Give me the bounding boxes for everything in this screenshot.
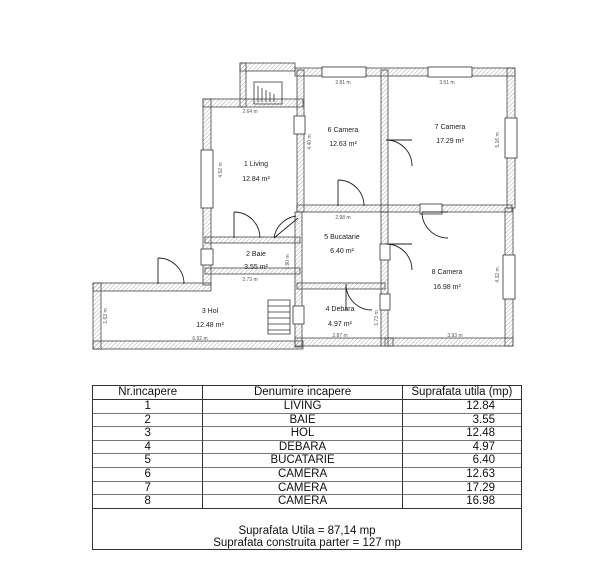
table-row [93,440,522,454]
door [386,140,412,166]
wall-living-top [203,99,303,107]
room-name: BUCATARIE [203,454,402,468]
dimension-label: 3.93 m [447,333,463,339]
table-row [93,427,522,441]
wall-debara-bottom [295,338,393,346]
room-number: 7 [93,481,203,495]
room-labels [196,124,465,329]
room-number: 5 [93,454,203,468]
dimension-label: 2.98 m [335,215,351,221]
room-area-camera7: 17.29 m² [436,138,464,145]
dimension-label: 2.64 m [242,109,258,115]
room-area-debara: 4.97 m² [328,321,352,328]
column-header: Suprafata utila (mp) [402,386,521,400]
wall-mid-horizontal [297,205,512,212]
window [322,67,366,77]
dimension-label: 2.87 m [332,333,348,339]
room-number: 2 [93,413,203,427]
room-area: 12.63 [402,467,521,481]
room-area-camera8: 16.98 m² [433,284,461,291]
window [380,294,390,310]
room-name-bucatarie: 5 Bucatarie [324,234,360,241]
room-area: 4.97 [402,440,521,454]
table-row [93,454,522,468]
dimension-label: 1.63 m [103,308,109,324]
room-name-living: 1 Living [243,161,269,168]
wall-hol-bottom [93,341,303,349]
room-area: 12.84 [402,400,521,414]
window [420,204,442,214]
window [293,306,304,324]
dimension-label: 2.73 m [242,277,258,283]
dimension-label: 6.92 m [192,336,208,342]
room-name: BAIE [203,413,402,427]
door [338,180,364,206]
wall-hol-top [93,283,211,291]
room-number: 1 [93,400,203,414]
room-area-camera6: 12.63 m² [329,141,357,148]
table-row [93,413,522,427]
dimension-label: 2.81 m [335,80,351,86]
dimension-label: 4.52 m [218,162,224,178]
column-header: Denumire incapere [203,386,402,400]
dimension-label: 5.16 m [495,132,501,148]
table-row [93,495,522,509]
table-row [93,481,522,495]
room-number: 8 [93,495,203,509]
room-name-hol: 3 Hol [201,308,219,315]
room-name: DEBARA [203,440,402,454]
room-name-camera8: 8 Camera [431,269,463,276]
room-name: LIVING [203,400,402,414]
room-name-camera7: 7 Camera [434,124,466,131]
dimension-label: 1.73 m [374,310,380,326]
room-area: 16.98 [402,495,521,509]
room-name-baie: 2 Baie [246,251,266,258]
room-area: 17.29 [402,481,521,495]
room-area: 6.40 [402,454,521,468]
wall-camera6-camera7 [381,70,388,212]
dimension-label: 1.90 m [285,254,291,270]
wall-hol-left [93,283,101,349]
wall-bucatarie-debara [297,283,385,289]
room-name: CAMERA [203,467,402,481]
wall-bottom-right [385,338,513,346]
room-area: 12.48 [402,427,521,441]
room-name-debara: 4 Debara [325,306,355,313]
window [201,249,213,265]
total-row [93,537,522,550]
room-name: CAMERA [203,481,402,495]
total-constructed-area: Suprafata construita parter = 127 mp [93,537,522,550]
room-name: CAMERA [203,495,402,509]
room-name-camera6: 6 Camera [327,127,359,134]
total-row [93,525,522,537]
dimension-label: 4.40 m [307,134,313,150]
room-number: 4 [93,440,203,454]
stairs [254,82,290,334]
room-number: 3 [93,427,203,441]
table-row [93,400,522,414]
window [294,116,305,134]
room-area-baie: 3.55 m² [244,264,268,271]
table-row [93,467,522,481]
room-area: 3.55 [402,413,521,427]
table-spacer-row [93,508,522,525]
wall-baie-bucatarie [295,212,302,347]
room-area-living: 12.84 m² [242,176,270,183]
room-area-table [92,385,522,550]
column-header: Nr.incapere [93,386,203,400]
total-usable-area: Suprafata Utila = 87,14 mp [93,525,522,537]
door [234,212,260,238]
door [274,216,298,238]
window [503,255,515,299]
wall-living-camera6 [297,70,304,212]
dimension-label: 3.51 m [439,80,455,86]
room-number: 6 [93,467,203,481]
door [422,212,448,238]
room-area-bucatarie: 6.40 m² [330,248,354,255]
window [380,244,390,260]
room-name: HOL [203,427,402,441]
window [505,118,517,158]
room-area-hol: 12.48 m² [196,322,224,329]
window [201,150,213,208]
wall-stair-top [240,63,295,71]
table-header-row [93,386,522,400]
wall-living-baie [205,237,300,243]
dimension-label: 4.32 m [495,267,501,283]
wall-bucatarie-camera8 [381,212,388,346]
door [158,258,184,284]
window [428,67,472,77]
